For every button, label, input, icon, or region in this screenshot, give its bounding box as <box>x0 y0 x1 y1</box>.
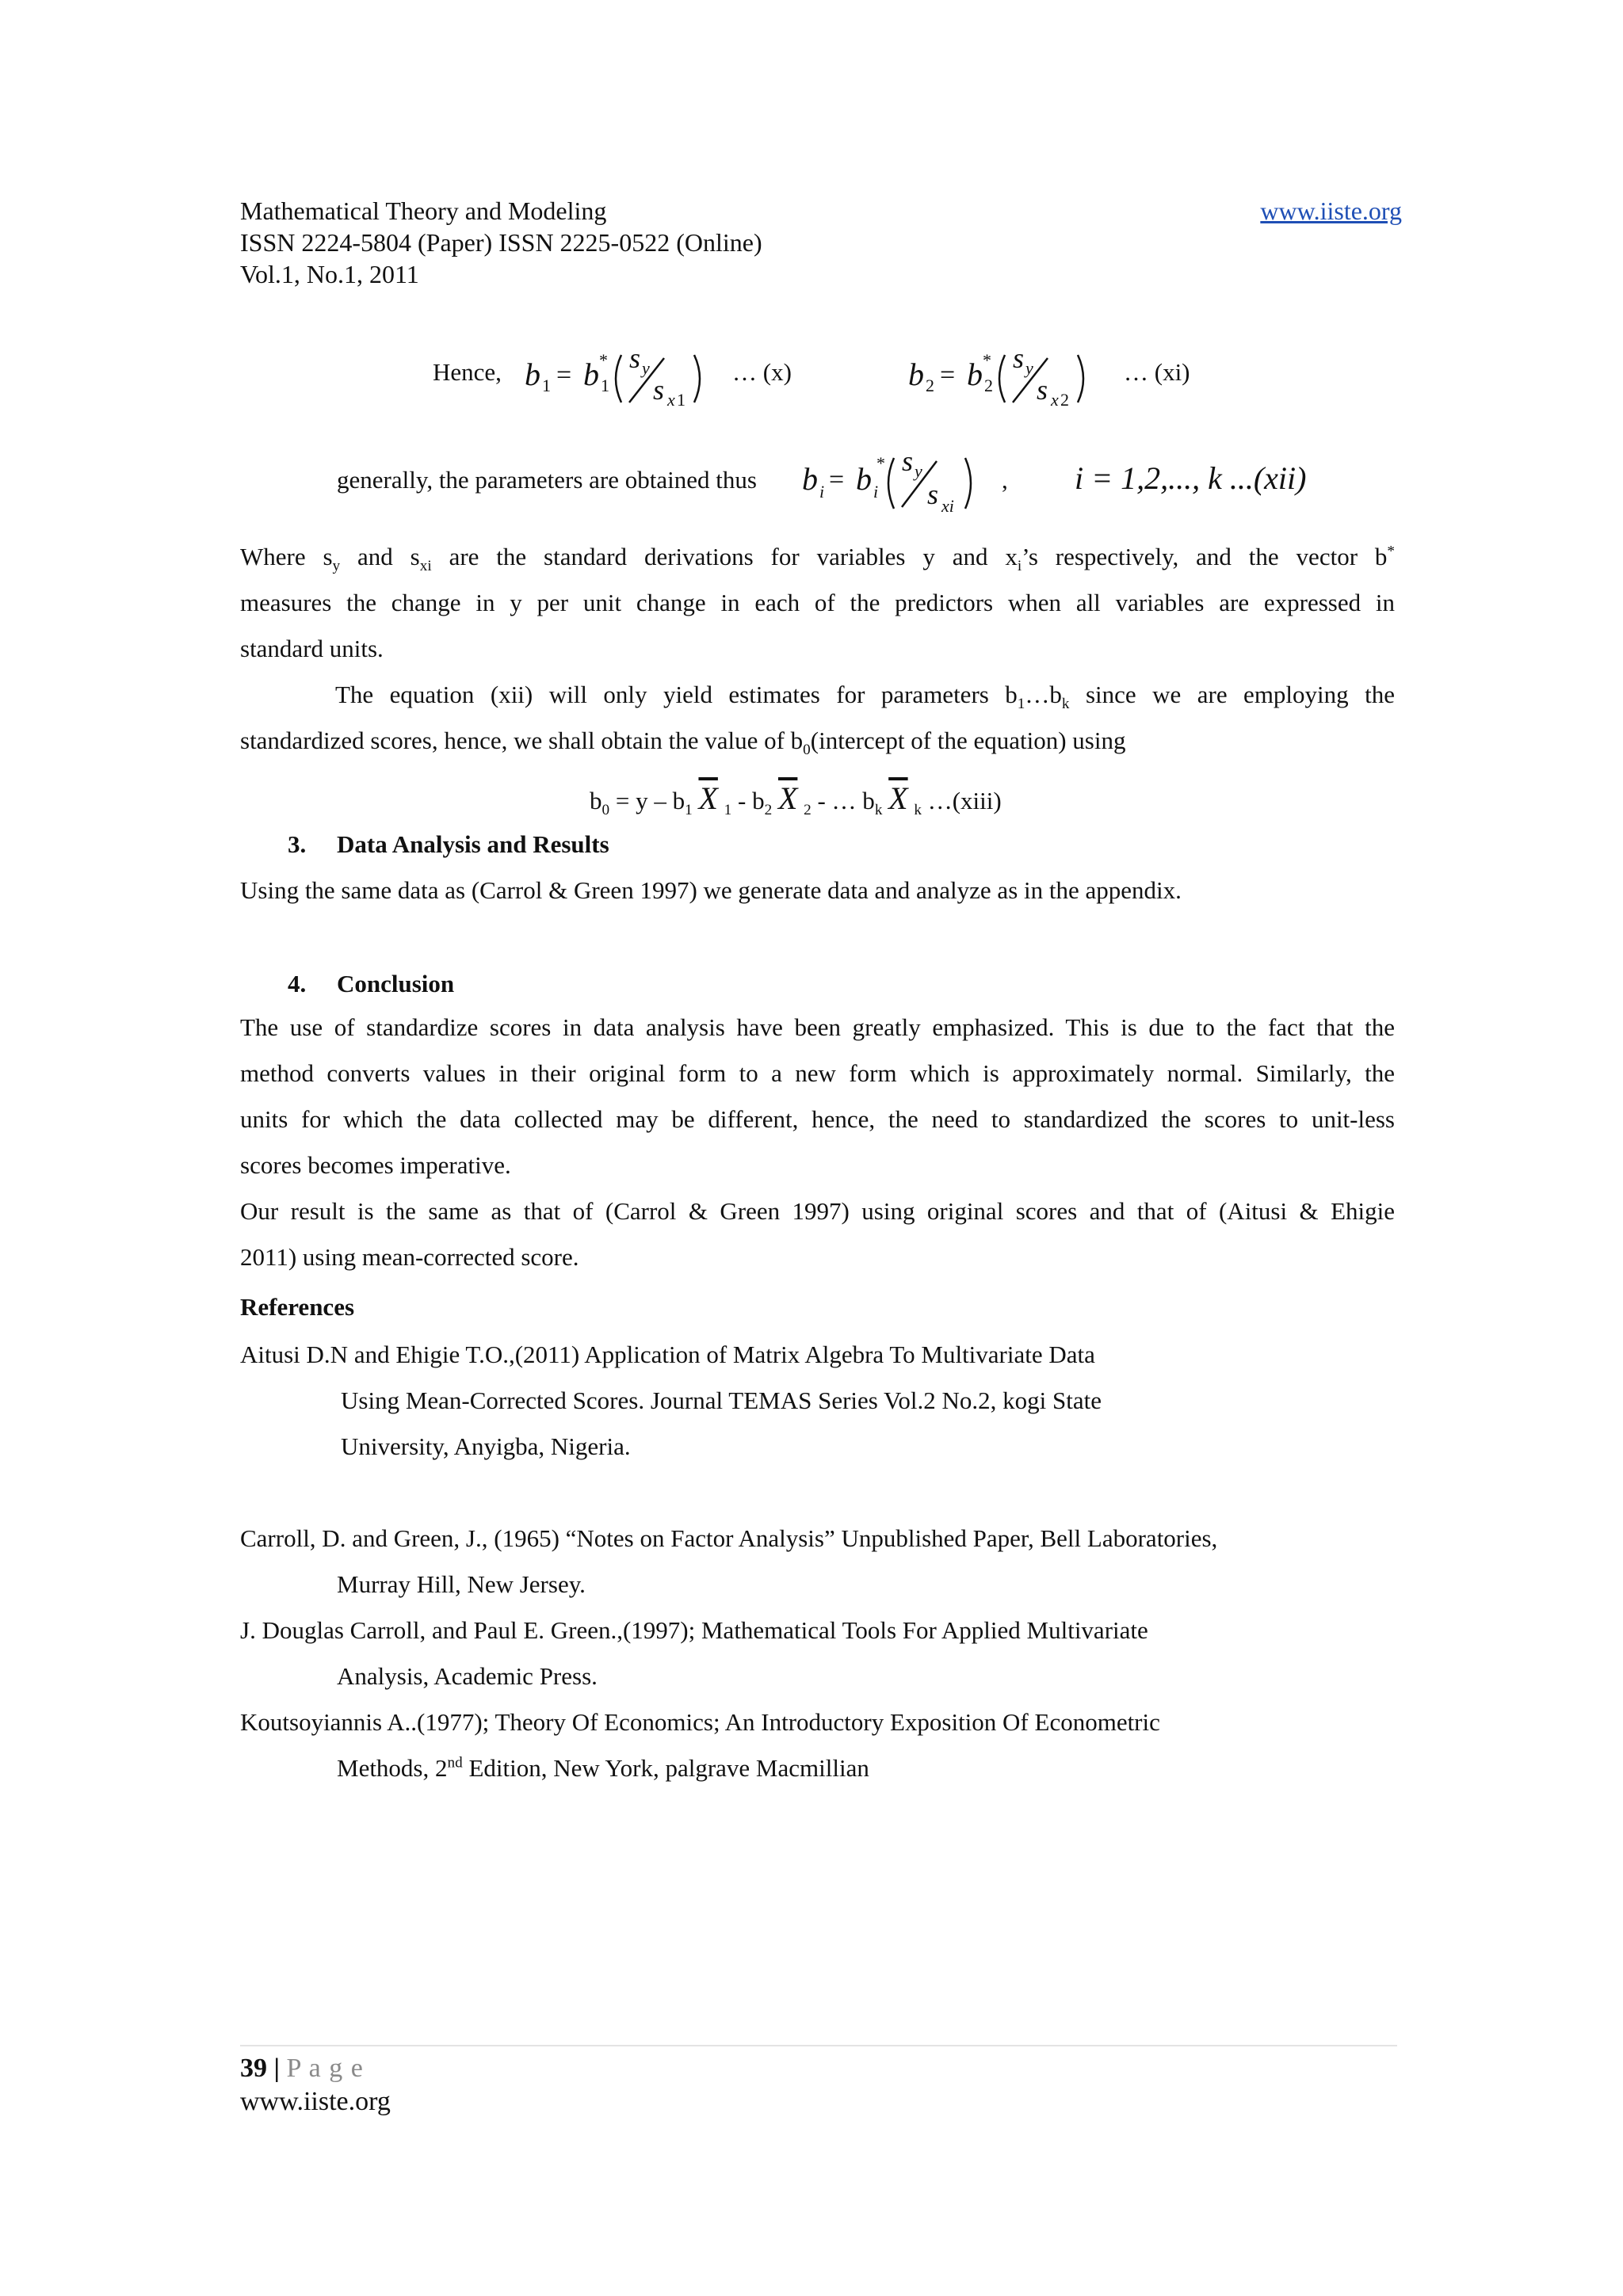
reference-4-line-1: Koutsoyiannis A..(1977); Theory Of Economics; An Introductory Exposition Of Econometric <box>240 1708 1160 1736</box>
result-line-1: Our result is the same as that of (Carrol & Green 1997) using original scores and that of (Aitusi & Ehigie <box>240 1197 1395 1225</box>
svg-text:y: y <box>642 358 650 378</box>
svg-text:1: 1 <box>542 376 551 395</box>
svg-text:b: b <box>583 357 599 392</box>
svg-text:x: x <box>667 390 675 410</box>
reference-4-line-2: Methods, 2nd Edition, New York, palgrave Macmillian <box>337 1754 869 1782</box>
page-word: P a g e <box>286 2054 364 2083</box>
svg-text:=: = <box>556 360 572 390</box>
b0-equation: $b_0 = y - b_1$ $\overline{X}$ $_1 - b_2$ $\overline{X}$ $_2$ - … $b_k$ $\overline{X}$ $_k$ …(xiii) <box>590 780 1002 819</box>
svg-text:2: 2 <box>984 376 993 395</box>
section-3-number: 3. <box>288 830 307 858</box>
section-4-number: 4. <box>288 970 307 997</box>
reference-2-line-2: Murray Hill, New Jersey. <box>337 1570 586 1598</box>
conclusion-paragraph <box>240 1005 1395 1280</box>
equation-xi-label: … (xi) <box>1124 358 1190 386</box>
svg-text:s: s <box>629 342 641 374</box>
where-line-1: Where $s_y$ and $s_{xi}$ are the standard derivations for variables y and $x_i’s$ respectively, and the vector b* <box>240 543 1396 575</box>
result-line-2: 2011) using mean-corrected score. <box>240 1243 579 1271</box>
svg-text:s: s <box>902 445 914 477</box>
conclusion-line-2: method converts values in their original form to a new form which is approximately normal. Similarly, the <box>240 1059 1395 1087</box>
journal-title: Mathematical Theory and Modeling <box>240 196 607 225</box>
svg-text:s: s <box>653 374 665 406</box>
svg-text:xi: xi <box>941 496 954 516</box>
footer-website: www.iiste.org <box>240 2087 391 2116</box>
reference-2-line-1: Carroll, D. and Green, J., (1965) “Notes on Factor Analysis” Unpublished Paper, Bell Laboratories, <box>240 1524 1218 1552</box>
svg-text:s: s <box>1037 374 1048 406</box>
reference-3-line-1: J. Douglas Carroll, and Paul E. Green.,(1997); Mathematical Tools For Applied Multivariate <box>240 1616 1148 1644</box>
svg-text:b: b <box>802 461 818 497</box>
footer-divider <box>240 2045 1397 2046</box>
reference-1-line-1: Aitusi D.N and Ehigie T.O.,(2011) Application of Matrix Algebra To Multivariate Data <box>240 1341 1095 1368</box>
svg-text:s: s <box>927 479 939 510</box>
svg-text:b: b <box>856 461 872 497</box>
reference-1-line-2: Using Mean-Corrected Scores. Journal TEMAS Series Vol.2 No.2, kogi State <box>341 1386 1102 1414</box>
svg-text:s: s <box>1013 342 1025 374</box>
header-website-link[interactable]: www.iiste.org <box>1260 196 1402 225</box>
svg-text:1: 1 <box>677 390 685 410</box>
svg-text:b: b <box>525 357 540 392</box>
svg-text:i: i <box>819 482 825 502</box>
svg-text:*: * <box>599 350 608 370</box>
general-intro: generally, the parameters are obtained thus <box>337 466 757 494</box>
section-3-text: Using the same data as (Carrol & Green 1997) we generate data and analyze as in the appendix. <box>240 876 1182 904</box>
conclusion-line-3: units for which the data collected may be different, hence, the need to standardized the scores to unit-less <box>240 1105 1395 1133</box>
svg-text:1: 1 <box>601 376 609 395</box>
footer-page <box>240 2054 364 2084</box>
svg-text:*: * <box>983 350 991 370</box>
issn-line: ISSN 2224-5804 (Paper) ISSN 2225-0522 (Online) <box>240 228 762 257</box>
volume-line: Vol.1, No.1, 2011 <box>240 260 419 288</box>
page-separator: | <box>273 2054 280 2083</box>
section-4-title: Conclusion <box>337 970 455 997</box>
conclusion-line-4: scores becomes imperative. <box>240 1151 511 1179</box>
equation-x <box>520 326 718 414</box>
page-number: 39 <box>240 2054 267 2083</box>
equation-paragraph <box>240 672 1395 764</box>
index-range: i = 1,2,..., k ...(xii) <box>1075 460 1307 496</box>
svg-text:=: = <box>829 465 845 494</box>
conclusion-line-1: The use of standardize scores in data analysis have been greatly emphasized. This is due to the fact that the <box>240 1013 1395 1041</box>
svg-text:*: * <box>876 453 885 473</box>
reference-3-line-2: Analysis, Academic Press. <box>337 1662 598 1690</box>
svg-text:2: 2 <box>1060 390 1069 410</box>
equation-line-1: The equation (xii) will only yield estimates for parameters $b_1\dots b_k$ since we are employing the <box>335 681 1395 713</box>
equation-line-2: standardized scores, hence, we shall obtain the value of $b_0(intercept$ of the equation) using <box>240 727 1126 759</box>
hence-label: Hence, <box>433 358 502 386</box>
equation-x-label: … (x) <box>732 358 792 386</box>
where-line-2: measures the change in y per unit change in each of the predictors when all variables are expressed in <box>240 589 1395 616</box>
svg-text:b: b <box>908 357 924 392</box>
where-paragraph <box>240 534 1395 672</box>
svg-text:=: = <box>940 360 956 390</box>
where-line-3: standard units. <box>240 635 384 662</box>
svg-text:y: y <box>915 461 922 481</box>
svg-text:i: i <box>873 482 879 502</box>
svg-text:2: 2 <box>926 376 934 395</box>
svg-text:b: b <box>967 357 983 392</box>
reference-1-line-3: University, Anyigba, Nigeria. <box>341 1432 631 1460</box>
equation-xii <box>797 428 995 519</box>
section-3-title: Data Analysis and Results <box>337 830 609 858</box>
svg-text:x: x <box>1051 390 1059 410</box>
equation-comma: , <box>1002 466 1008 494</box>
svg-text:y: y <box>1025 358 1033 378</box>
references-heading: References <box>240 1293 355 1321</box>
equation-xi <box>903 326 1109 414</box>
